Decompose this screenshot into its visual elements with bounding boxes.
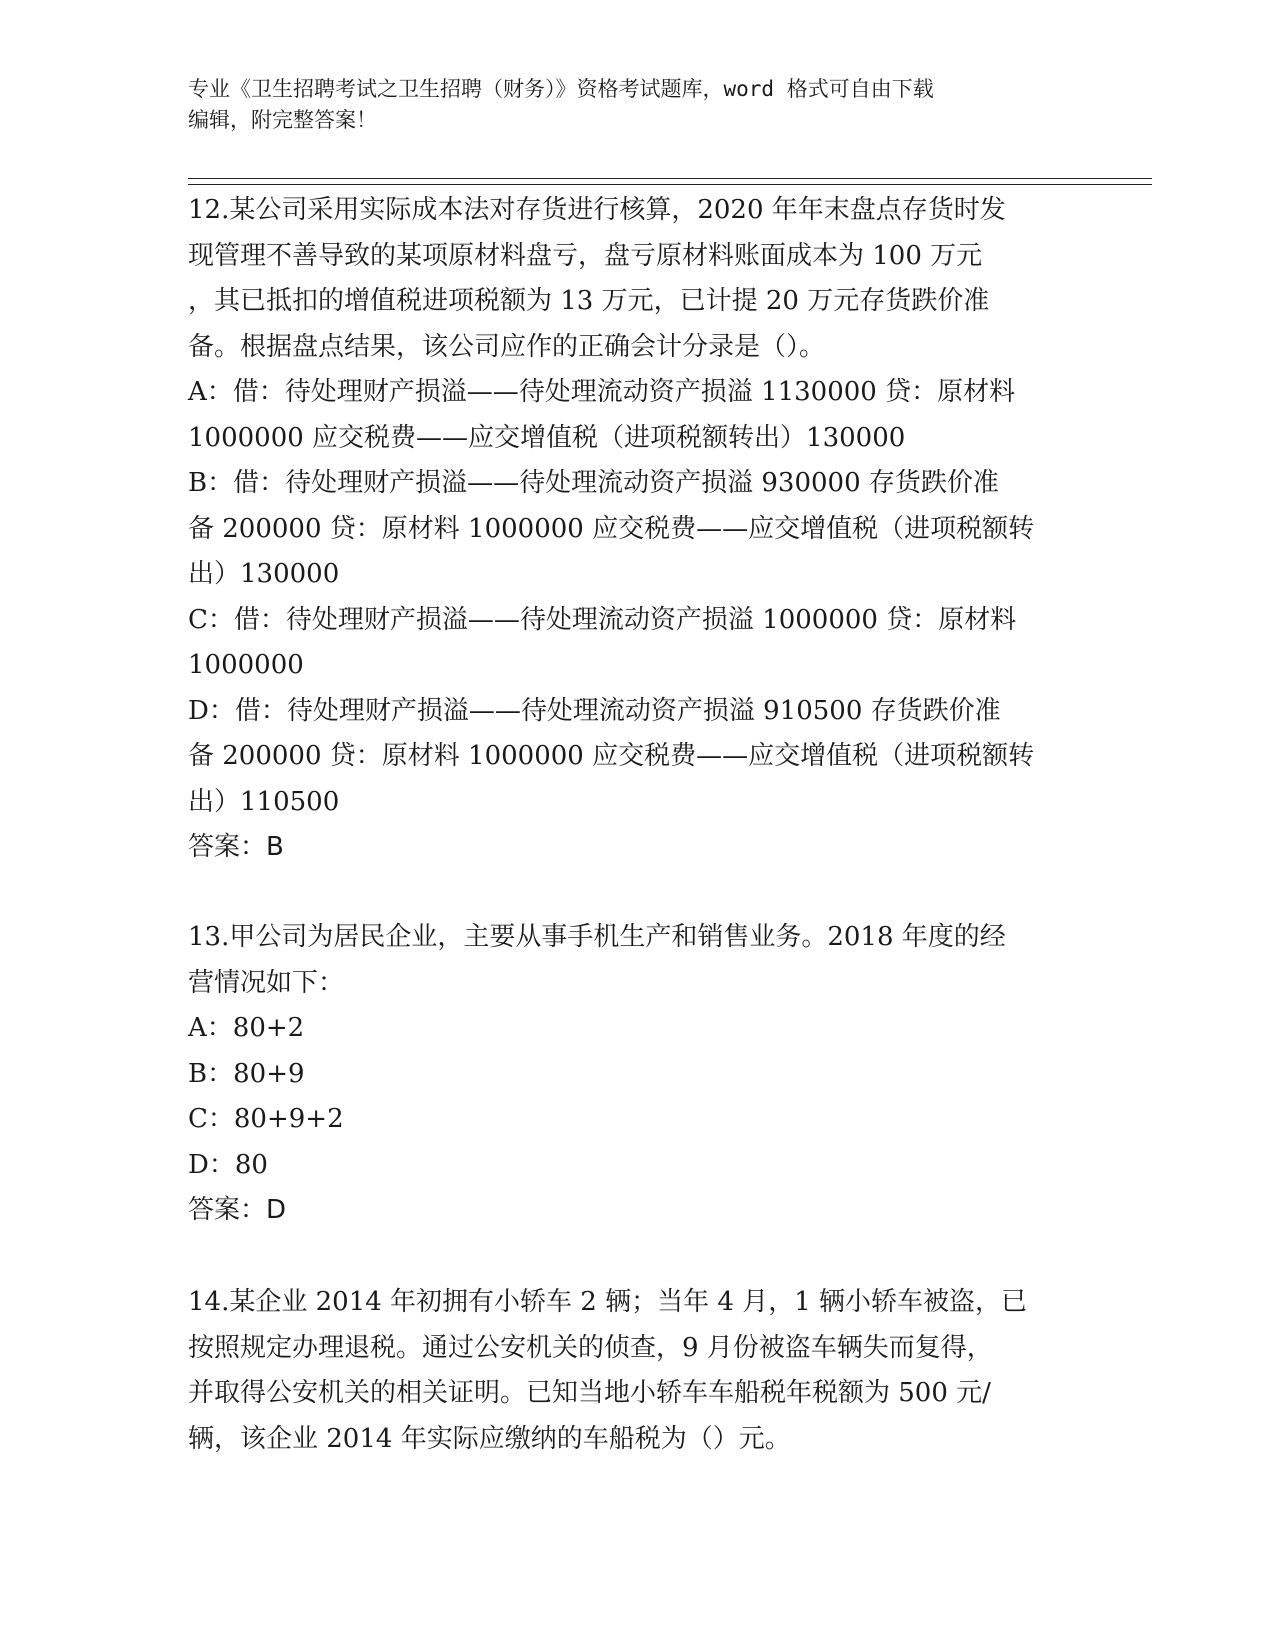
header-divider: [188, 178, 1152, 179]
question-stem-line: 现管理不善导致的某项原材料盘亏，盘亏原材料账面成本为 100 万元: [188, 240, 983, 271]
question-stem-line: 13.甲公司为居民企业，主要从事手机生产和销售业务。2018 年度的经: [188, 922, 1006, 952]
option-line: A：80+2: [188, 1013, 305, 1043]
option-line: 备 200000 贷：原材料 1000000 应交税费——应交增值税（进项税额转: [188, 741, 1035, 771]
document-header: [188, 74, 1088, 136]
header-line: 编辑，附完整答案！: [188, 108, 377, 132]
question-12: [188, 188, 1088, 871]
option-line: B：借：待处理财产损溢——待处理流动资产损溢 930000 存货跌价准: [188, 468, 999, 498]
question-13: [188, 915, 1088, 1234]
question-stem-line: 并取得公安机关的相关证明。已知当地小轿车车船税年税额为 500 元/: [188, 1378, 991, 1408]
option-line: 1000000 应交税费——应交增值税（进项税额转出）130000: [188, 422, 906, 453]
option-line: C：80+9+2: [188, 1104, 344, 1134]
option-line: 备 200000 贷：原材料 1000000 应交税费——应交增值税（进项税额转: [188, 513, 1035, 544]
answer-line: 答案：B: [188, 832, 284, 862]
question-stem-line: 备。根据盘点结果，该公司应作的正确会计分录是（）。: [188, 331, 826, 362]
header-line: 专业《卫生招聘考试之卫生招聘（财务）》资格考试题库，word 格式可自由下载: [188, 77, 934, 101]
question-stem-line: ，其已抵扣的增值税进项税额为 13 万元，已计提 20 万元存货跌价准: [188, 286, 990, 316]
question-stem-line: 14.某企业 2014 年初拥有小轿车 2 辆；当年 4 月，1 辆小轿车被盗，已: [188, 1287, 1027, 1317]
option-line: 出）130000: [188, 559, 340, 589]
option-line: D：80: [188, 1149, 268, 1180]
option-line: D：借：待处理财产损溢——待处理流动资产损溢 910500 存货跌价准: [188, 695, 1001, 726]
question-stem-line: 辆，该企业 2014 年实际应缴纳的车船税为（）元。: [188, 1423, 791, 1454]
question-stem-line: 营情况如下：: [188, 967, 345, 998]
option-line: 1000000: [188, 650, 304, 680]
option-line: C：借：待处理财产损溢——待处理流动资产损溢 1000000 贷：原材料: [188, 604, 1017, 635]
option-line: B：80+9: [188, 1058, 305, 1089]
answer-line: 答案：D: [188, 1195, 287, 1225]
question-stem-line: 按照规定办理退税。通过公安机关的侦查，9 月份被盗车辆失而复得，: [188, 1332, 993, 1363]
question-stem-line: 12.某公司采用实际成本法对存货进行核算，2020 年年末盘点存货时发: [188, 195, 1006, 225]
question-14: [188, 1280, 1088, 1462]
option-line: 出）110500: [188, 786, 340, 817]
header-divider: [188, 184, 1152, 185]
option-line: A：借：待处理财产损溢——待处理流动资产损溢 1130000 贷：原材料: [188, 377, 1016, 407]
